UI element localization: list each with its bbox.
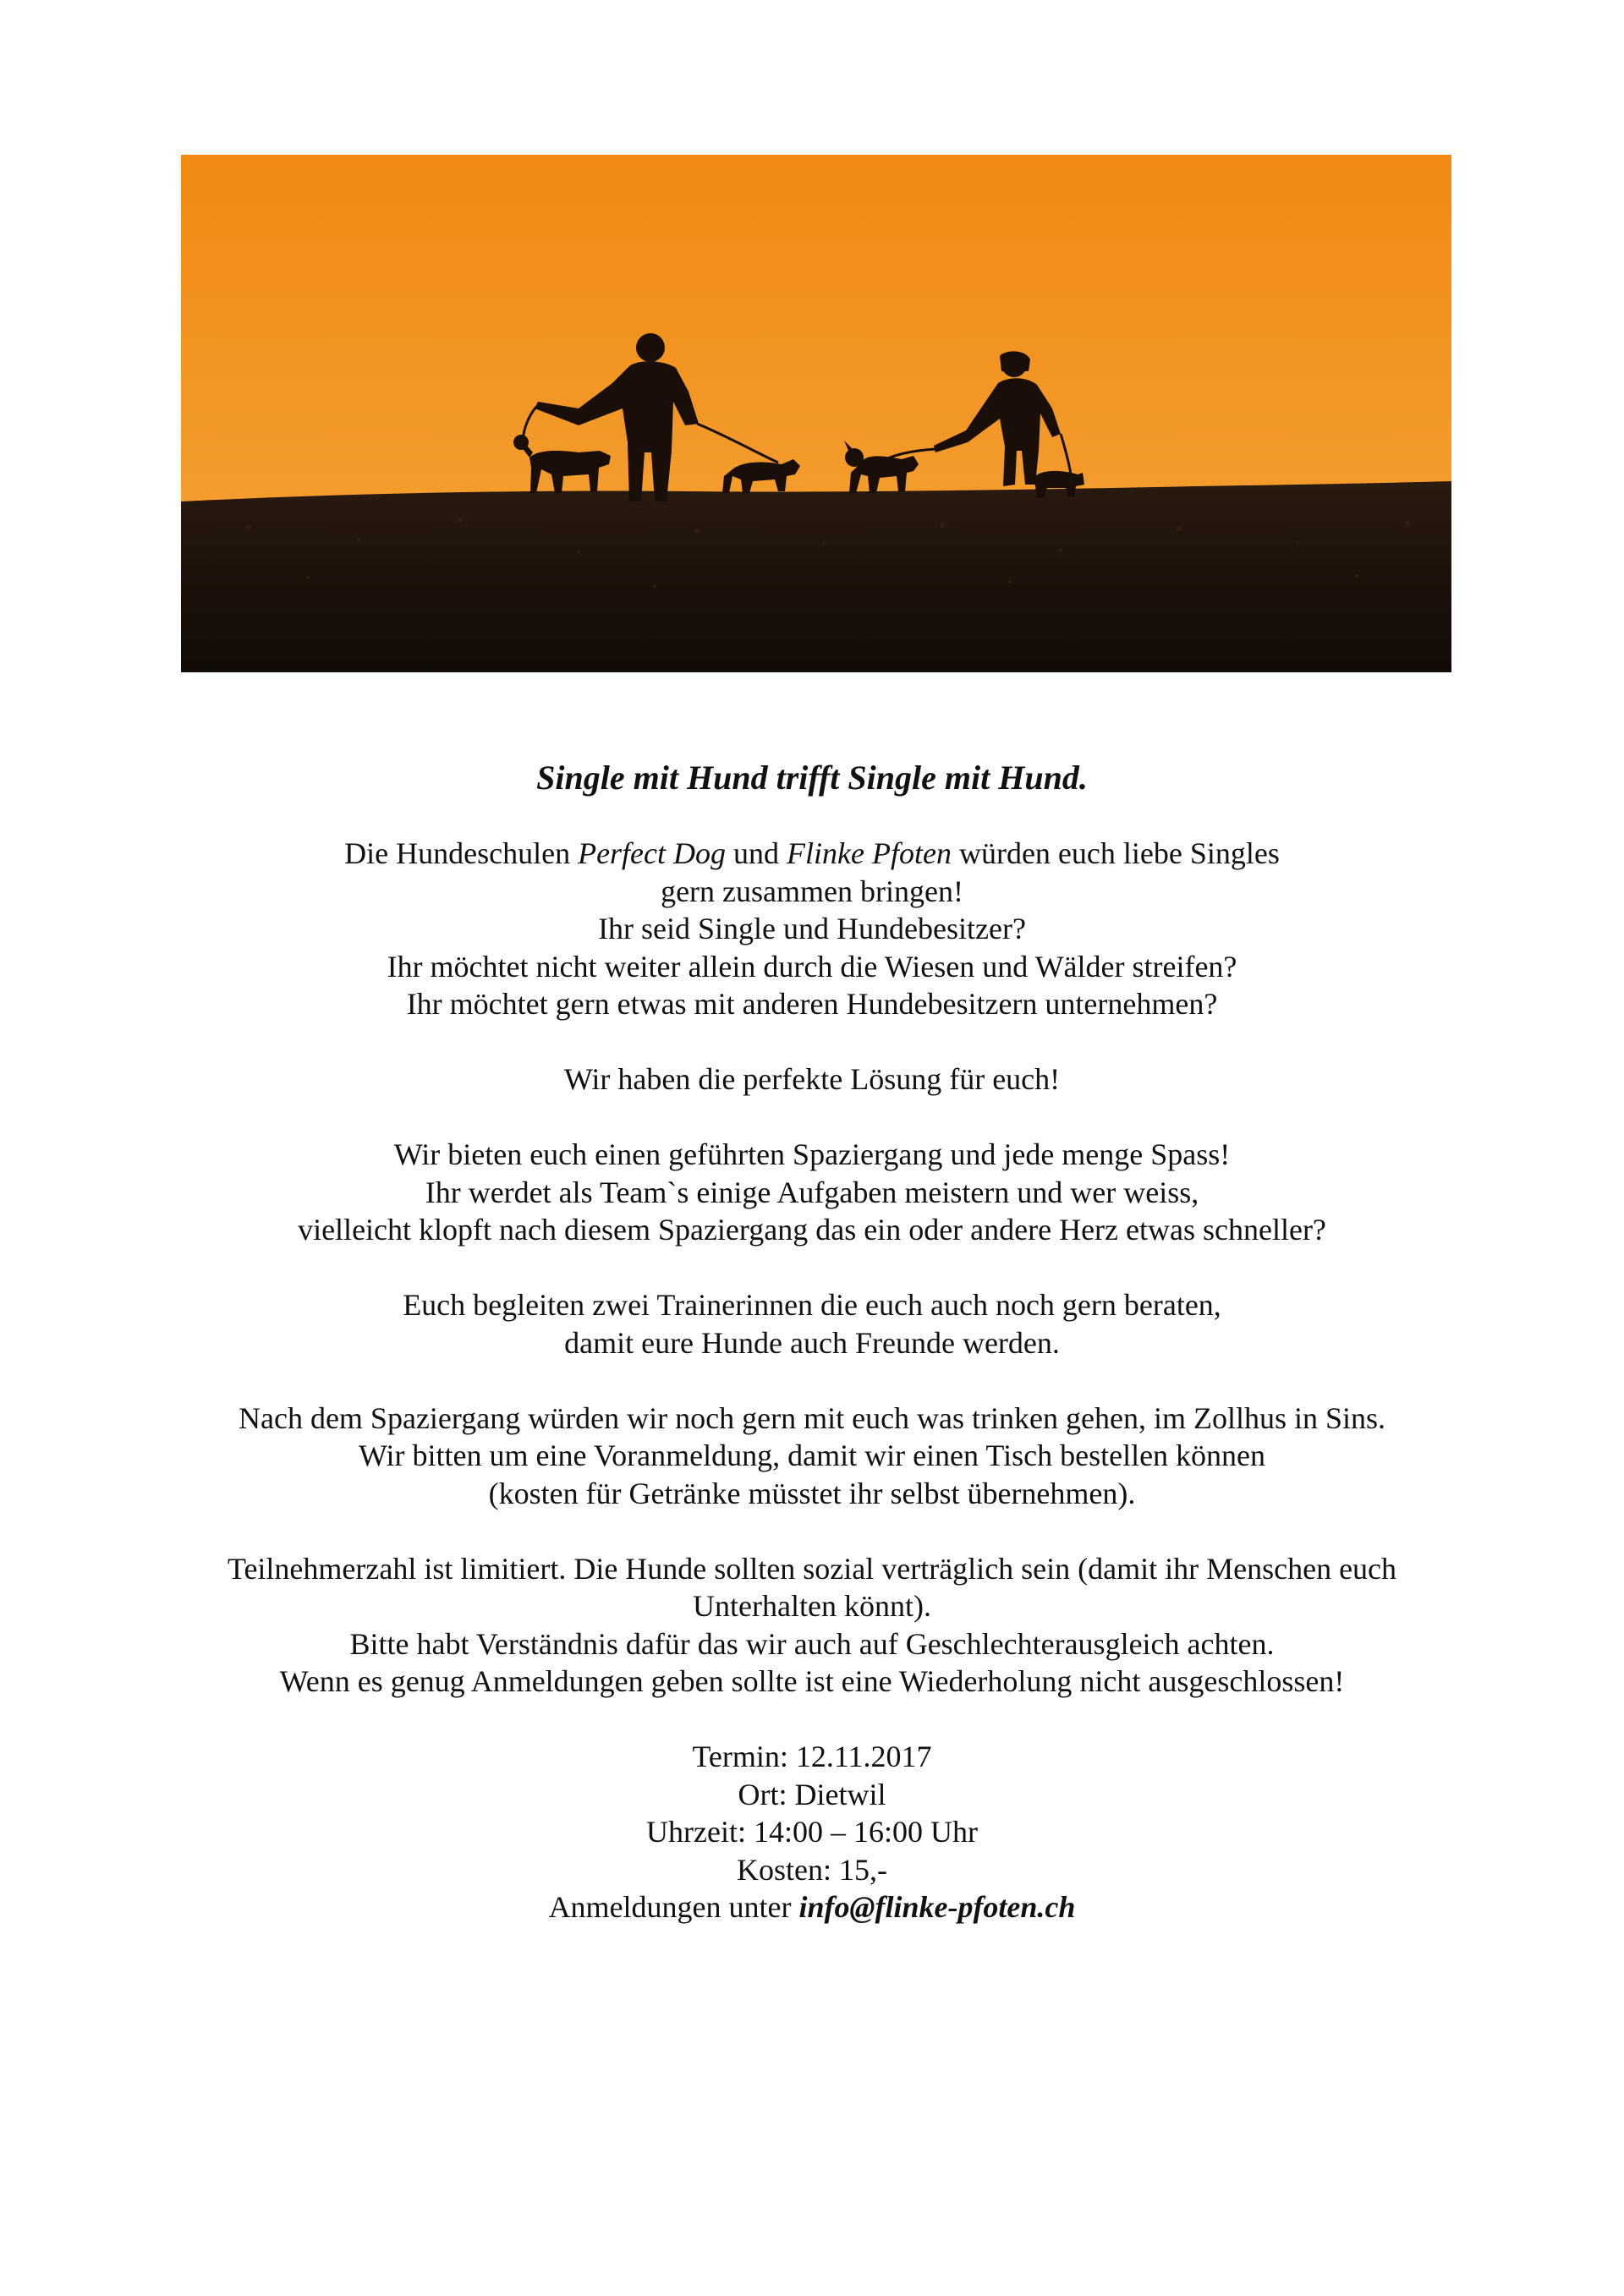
intro-line-1	[135, 835, 1489, 873]
kosten-line: Kosten: 15,-	[737, 1852, 887, 1887]
offer-line-1: Wir bieten euch einen geführten Spaziergang und jede menge Spass!	[393, 1137, 1231, 1171]
notes-line-3: Bitte habt Verständnis dafür das wir auch auf Geschlechterausgleich achten.	[349, 1626, 1275, 1661]
flyer-content	[135, 757, 1489, 1964]
notes-line-2: Unterhalten könnt).	[693, 1589, 931, 1623]
intro-line-4: Ihr möchtet nicht weiter allein durch die Wiesen und Wälder streifen?	[387, 949, 1237, 984]
intro-line-3: Ihr seid Single und Hundebesitzer?	[598, 912, 1026, 945]
trainers-line-2: damit eure Hunde auch Freunde werden.	[564, 1325, 1060, 1360]
offer-line-2: Ihr werdet als Team`s einige Aufgaben meistern und wer weiss,	[425, 1175, 1199, 1209]
notes-line-1: Teilnehmerzahl ist limitiert. Die Hunde sollten sozial verträglich sein (damit ihr Menschen euch	[227, 1551, 1397, 1586]
uhrzeit-line: Uhrzeit: 14:00 – 16:00 Uhr	[646, 1815, 978, 1849]
brand-flinke-pfoten: Flinke Pfoten	[787, 836, 952, 870]
after-line-1: Nach dem Spaziergang würden wir noch gern mit euch was trinken gehen, im Zollhus in Sins.	[238, 1400, 1386, 1435]
after-line-3: (kosten für Getränke müsstet ihr selbst übernehmen).	[488, 1476, 1136, 1510]
intro-paragraph	[135, 835, 1489, 1023]
hill-ground	[181, 481, 1451, 672]
notes-line-4: Wenn es genug Anmeldungen geben sollte ist eine Wiederholung nicht ausgeschlossen!	[279, 1664, 1345, 1698]
brand-perfect-dog: Perfect Dog	[578, 836, 727, 870]
offer-line-3: vielleicht klopft nach diesem Spaziergang das ein oder andere Herz etwas schneller?	[298, 1213, 1326, 1247]
ort-line: Ort: Dietwil	[738, 1777, 886, 1811]
termin-line: Termin: 12.11.2017	[692, 1740, 932, 1773]
offer-paragraph	[135, 1136, 1489, 1249]
intro-suffix: würden euch liebe Singles	[951, 836, 1280, 870]
anmeldung-label: Anmeldungen unter	[548, 1890, 799, 1924]
hero-image	[181, 155, 1451, 672]
page-title: Single mit Hund trifft Single mit Hund.	[536, 759, 1088, 797]
intro-mid: und	[726, 836, 787, 870]
notes-paragraph	[135, 1550, 1489, 1701]
trainers-line-1: Euch begleiten zwei Trainerinnen die euch auch noch gern beraten,	[403, 1288, 1221, 1322]
solution-line: Wir haben die perfekte Lösung für euch!	[563, 1062, 1061, 1096]
sunset-silhouette-photo	[181, 155, 1451, 672]
intro-line-2: gern zusammen bringen!	[661, 874, 963, 908]
after-walk-paragraph	[135, 1400, 1489, 1513]
event-details	[135, 1738, 1489, 1926]
intro-prefix: Die Hundeschulen	[344, 836, 579, 870]
email-link[interactable]: info@flinke-pfoten.ch	[798, 1890, 1076, 1924]
trainers-paragraph	[135, 1286, 1489, 1362]
solution-paragraph	[135, 1060, 1489, 1099]
anmeldung-line	[135, 1888, 1489, 1926]
intro-line-5: Ihr möchtet gern etwas mit anderen Hundebesitzern unternehmen?	[406, 987, 1218, 1021]
after-line-2: Wir bitten um eine Voranmeldung, damit wir einen Tisch bestellen können	[358, 1438, 1266, 1472]
